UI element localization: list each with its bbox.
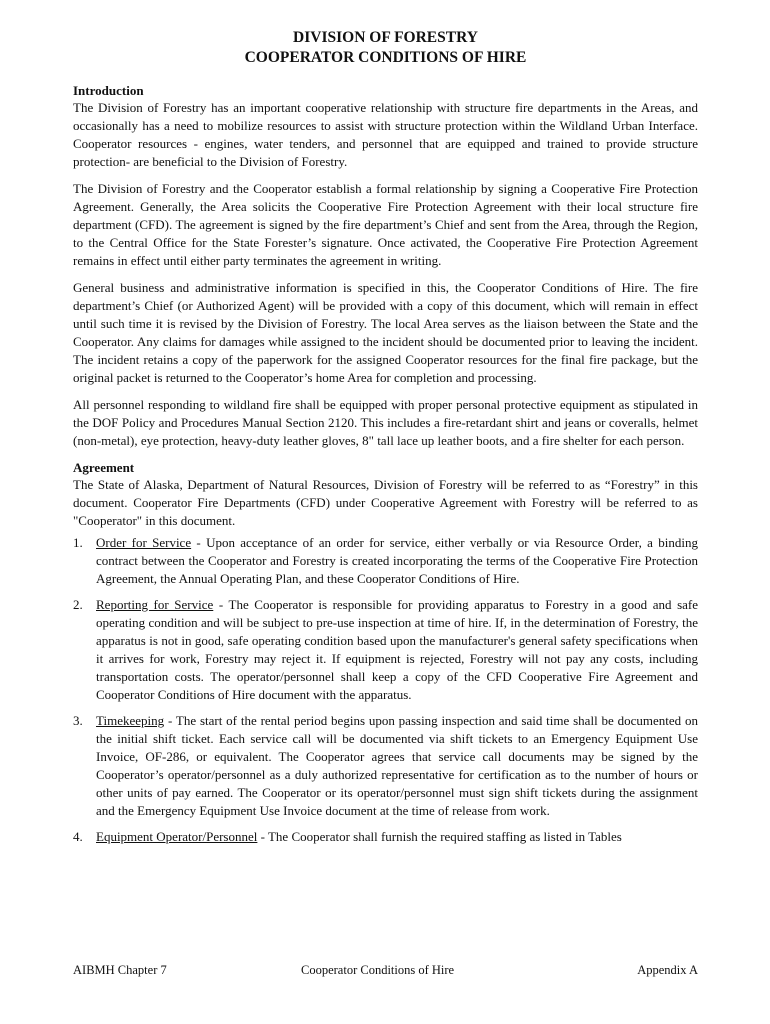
item-number: 4.	[73, 829, 83, 844]
intro-paragraph-4: All personnel responding to wildland fire shall be equipped with proper personal protective equipment as stipulated in the DOF Policy and Procedures Manual Section 2120. This includes a fire-retardant shirt and jeans or coveralls, helmet (non-metal), eye protection, heavy-duty leather gloves, 8" tall lace up leather boots, and a fire shelter for each person.	[73, 397, 698, 448]
item-term: Timekeeping	[96, 713, 165, 728]
item-number: 1.	[73, 535, 83, 550]
agreement-item-order-for-service	[73, 534, 698, 588]
item-term: Equipment Operator/Personnel	[96, 829, 258, 844]
agreement-item-timekeeping	[73, 712, 698, 820]
intro-paragraph-1: The Division of Forestry has an important cooperative relationship with structure fire departments in the Areas, and occasionally has a need to mobilize resources to assist with structure protection within the Wildland Urban Interface. Cooperator resources - engines, water tenders, and personnel that are equipped and trained to provide structure protection- are beneficial to the Division of Forestry.	[73, 100, 698, 169]
document-title-line1: DIVISION OF FORESTRY	[293, 29, 478, 46]
document-title-line2: COOPERATOR CONDITIONS OF HIRE	[244, 49, 527, 66]
agreement-item-reporting-for-service	[73, 596, 698, 704]
document-page	[73, 28, 698, 846]
introduction-heading: Introduction	[73, 83, 144, 98]
page-footer	[73, 962, 698, 978]
agreement-item-equipment-operator	[73, 828, 698, 846]
agreement-heading: Agreement	[73, 460, 135, 475]
agreement-intro: The State of Alaska, Department of Natural Resources, Division of Forestry will be referred to as “Forestry” in this document. Cooperator Fire Departments (CFD) under Cooperative Agreement with Forestry will be referred to as "Cooperator" in this document.	[73, 477, 698, 528]
item-number: 2.	[73, 597, 83, 612]
item-term: Order for Service	[96, 535, 192, 550]
item-number: 3.	[73, 713, 83, 728]
footer-appendix: Appendix A	[637, 963, 698, 977]
agreement-list	[73, 534, 698, 846]
intro-paragraph-2: The Division of Forestry and the Cooperator establish a formal relationship by signing a Cooperative Fire Protection Agreement. Generally, the Area solicits the Cooperative Fire Protection Agreement with their local structure fire department (CFD). The agreement is signed by the fire department’s Chief and sent from the Area, through the Region, to the Central Office for the State Forester’s signature. Once activated, the Cooperative Fire Protection Agreement remains in effect until either party terminates the agreement in writing.	[73, 181, 698, 268]
footer-document-title: Cooperator Conditions of Hire	[301, 963, 455, 977]
footer-chapter: AIBMH Chapter 7	[73, 963, 167, 977]
item-text: - The Cooperator shall furnish the required staffing as listed in Tables	[257, 829, 622, 844]
item-text: - The Cooperator is responsible for providing apparatus to Forestry in a good and safe operating condition and will be subject to pre-use inspection at time of hire. If, in the determination of Forestry, the apparatus is not in good, safe operating condition based upon the manufacturer's general safety specifications when it arrives for work, Forestry may reject it. If equipment is rejected, Forestry will not pay any costs, including transportation costs. The operator/personnel shall keep a copy of the CFD Cooperative Fire Agreement and Cooperator Conditions of Hire document with the apparatus.	[96, 597, 698, 702]
intro-paragraph-3: General business and administrative information is specified in this, the Cooperator Conditions of Hire. The fire department’s Chief (or Authorized Agent) will be provided with a copy of this document, which will remain in effect until such time it is revised by the Division of Forestry. The local Area serves as the liaison between the State and the Cooperator. Any claims for damages while assigned to the incident should be documented prior to leaving the incident. The incident retains a copy of the paperwork for the assigned Cooperator resources for the final fire package, but the original packet is returned to the Cooperator’s home Area for completion and processing.	[73, 280, 698, 385]
item-term: Reporting for Service	[96, 597, 214, 612]
item-text: - Upon acceptance of an order for service, either verbally or via Resource Order, a binding contract between the Cooperator and Forestry is created incorporating the terms of the Cooperative Fire Protection Agreement, the Annual Operating Plan, and these Cooperator Conditions of Hire.	[96, 535, 698, 586]
item-text: - The start of the rental period begins upon passing inspection and said time shall be documented on the initial shift ticket. Each service call will be documented via shift tickets to an Emergency Equipment Use Invoice, OF-286, or equivalent. The Cooperator agrees that service call documents may be signed by the Cooperator’s operator/personnel as a duly authorized representative for certification as to the number of hours or other units of pay earned. The Cooperator or its operator/personnel must sign shift tickets during the assignment and the Emergency Equipment Use Invoice document at the time of release from work.	[96, 713, 698, 818]
